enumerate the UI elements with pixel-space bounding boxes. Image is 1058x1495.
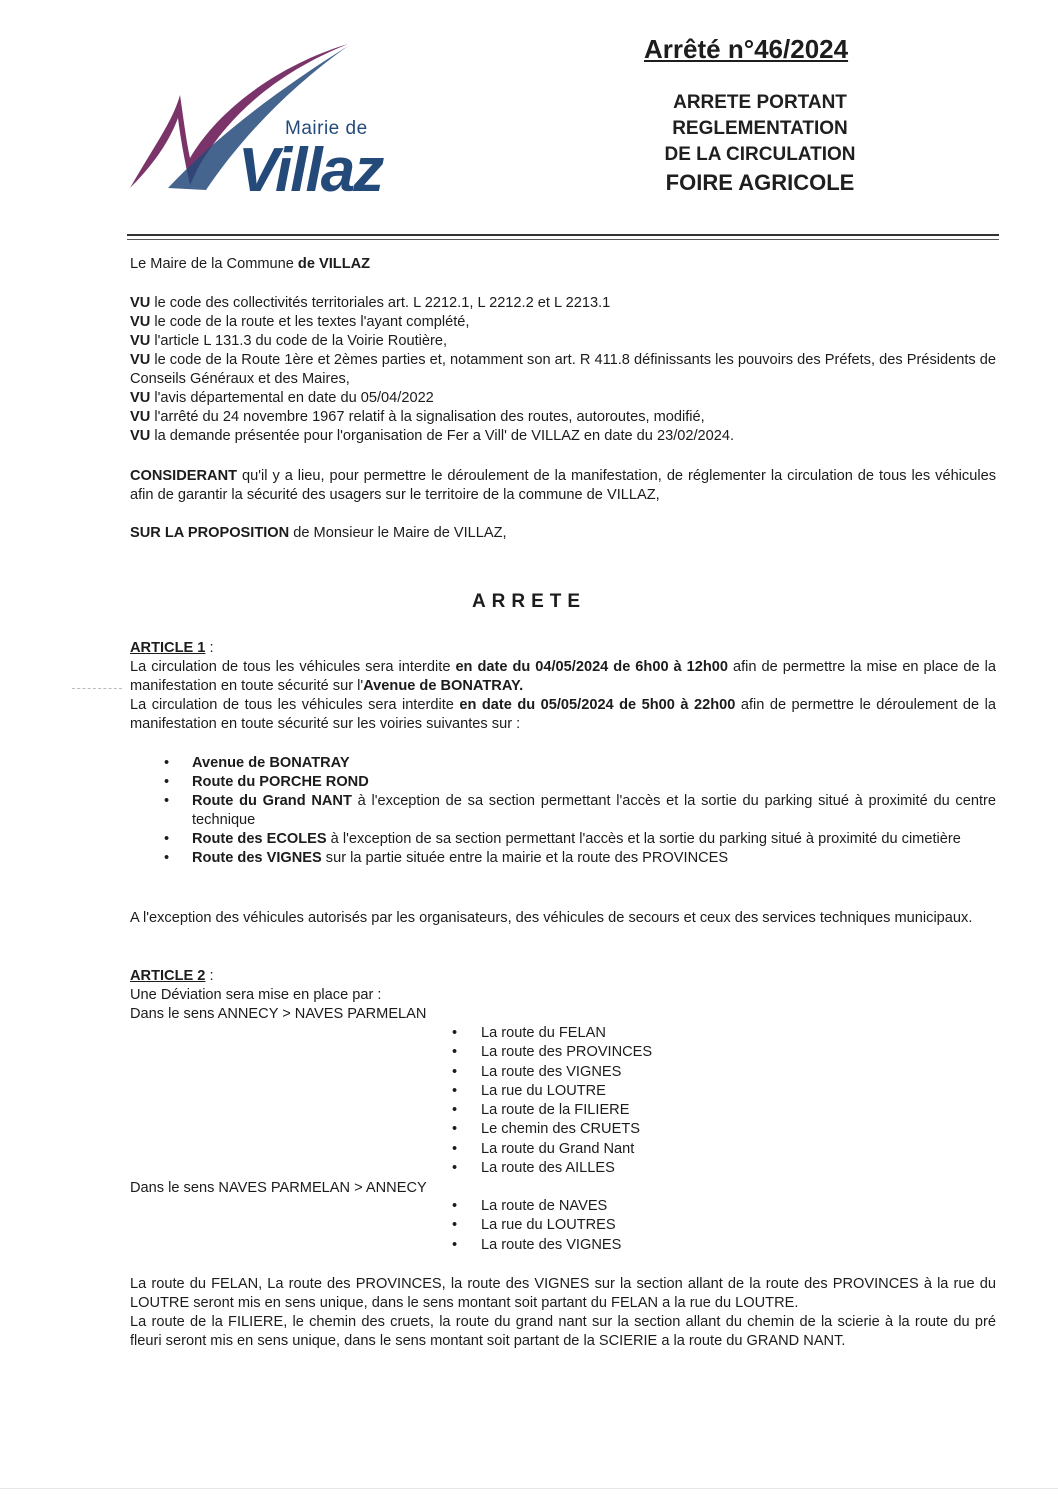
direction-1-label: Dans le sens ANNECY > NAVES PARMELAN xyxy=(130,1006,427,1022)
header-divider xyxy=(127,234,999,236)
arrete-number: Arrêté n°46/2024 xyxy=(644,34,849,64)
list-item: • La route de NAVES xyxy=(452,1197,752,1216)
article-1 xyxy=(130,639,996,734)
logo-mairie-text: Mairie de xyxy=(285,118,368,139)
list-item: • Avenue de BONATRAY xyxy=(130,754,996,773)
list-item: • La route des VIGNES xyxy=(452,1063,752,1082)
vu-line: VU l'avis départemental en date du 05/04/2022 xyxy=(130,390,434,406)
list-item: • La rue du LOUTRE xyxy=(452,1082,752,1101)
logo-villaz-text: Villaz xyxy=(238,136,383,205)
exception-paragraph: A l'exception des véhicules autorisés par les organisateurs, des véhicules de secours et ceux des services techniques municipaux. xyxy=(130,910,973,926)
list-item: • La route du FELAN xyxy=(452,1024,752,1043)
considerant-paragraph: CONSIDERANT qu'il y a lieu, pour permettre le déroulement de la manifestation, de réglementer la circulation de tous les véhicules afin de garantir la sécurité des usagers sur le territoire de la commune de VILLAZ, xyxy=(130,468,996,503)
proposition-line: SUR LA PROPOSITION de Monsieur le Maire de VILLAZ, xyxy=(130,525,507,541)
list-item: • La route des AILLES xyxy=(452,1159,752,1178)
document-title xyxy=(610,90,910,198)
arrete-heading: ARRETE xyxy=(471,591,587,612)
header-divider-thin xyxy=(127,239,999,240)
closed-streets-list xyxy=(130,754,996,868)
deviation-intro: Une Déviation sera mise en place par : xyxy=(130,987,382,1003)
vu-list xyxy=(130,294,996,446)
list-item: • La rue du LOUTRES xyxy=(452,1216,752,1235)
mairie-logo xyxy=(128,40,403,205)
margin-mark xyxy=(72,688,122,689)
vu-line: VU l'arrêté du 24 novembre 1967 relatif à la signalisation des routes, autoroutes, modifié, xyxy=(130,409,705,425)
list-item: • La route des VIGNES xyxy=(452,1236,752,1255)
list-item: • Route des ECOLES à l'exception de sa section permettant l'accès et la sortie du parking situé à proximité du cimetière xyxy=(130,830,996,849)
vu-line: VU le code de la Route 1ère et 2èmes parties et, notamment son art. R 411.8 définissants les pouvoirs des Préfets, des Présidents de Conseils Généraux et des Maires, xyxy=(130,352,996,387)
list-item: • La route des PROVINCES xyxy=(452,1043,752,1062)
title-line: FOIRE AGRICOLE xyxy=(665,170,855,195)
direction-1-routes xyxy=(452,1024,752,1178)
direction-2-label: Dans le sens NAVES PARMELAN > ANNECY xyxy=(130,1180,427,1196)
title-line: DE LA CIRCULATION xyxy=(664,144,856,165)
intro-line: Le Maire de la Commune de VILLAZ xyxy=(130,256,371,272)
page-bottom-edge xyxy=(0,1488,1058,1489)
article-2-heading: ARTICLE 2 : xyxy=(130,968,214,984)
direction-2-routes xyxy=(452,1197,752,1255)
list-item: • La route de la FILIERE xyxy=(452,1101,752,1120)
one-way-paragraph-1: La route du FELAN, La route des PROVINCES, la route des VIGNES sur la section allant de la route des PROVINCES à la rue du LOUTRE seront mis en sens unique, dans le sens montant soit partant du FELAN a la rue du LOUTRE. xyxy=(130,1276,996,1311)
list-item: • La route du Grand Nant xyxy=(452,1140,752,1159)
list-item: • Route du PORCHE ROND xyxy=(130,773,996,792)
one-way-paragraph-2: La route de la FILIERE, le chemin des cruets, la route du grand nant sur la section allant du chemin de la scierie à la route du pré fleuri seront mis en sens unique, dans le sens montant soit partant de la SCIERIE a la route du GRAND NANT. xyxy=(130,1314,996,1349)
vu-line: VU la demande présentée pour l'organisation de Fer a Vill' de VILLAZ en date du 23/02/2024. xyxy=(130,428,735,444)
list-item: • Route des VIGNES sur la partie située entre la mairie et la route des PROVINCES xyxy=(130,849,996,868)
list-item: • Le chemin des CRUETS xyxy=(452,1120,752,1139)
title-line: REGLEMENTATION xyxy=(672,118,848,139)
article-1-paragraph-2: La circulation de tous les véhicules sera interdite en date du 05/05/2024 de 5h00 à 22h00 afin de permettre le déroulement de la manifestation en toute sécurité sur les voiries suivantes sur : xyxy=(130,697,996,732)
vu-line: VU l'article L 131.3 du code de la Voirie Routière, xyxy=(130,333,448,349)
list-item: • Route du Grand NANT à l'exception de sa section permettant l'accès et la sortie du parking situé à proximité du centre technique xyxy=(130,792,996,830)
article-1-heading: ARTICLE 1 : xyxy=(130,640,214,656)
article-1-paragraph-1: La circulation de tous les véhicules sera interdite en date du 04/05/2024 de 6h00 à 12h00 afin de permettre la mise en place de la manifestation en toute sécurité sur l'Avenue de BONATRAY. xyxy=(130,659,996,694)
title-line: ARRETE PORTANT xyxy=(673,92,847,113)
article-2 xyxy=(130,967,996,1024)
vu-line: VU le code des collectivités territoriales art. L 2212.1, L 2212.2 et L 2213.1 xyxy=(130,295,611,311)
vu-line: VU le code de la route et les textes l'ayant complété, xyxy=(130,314,470,330)
